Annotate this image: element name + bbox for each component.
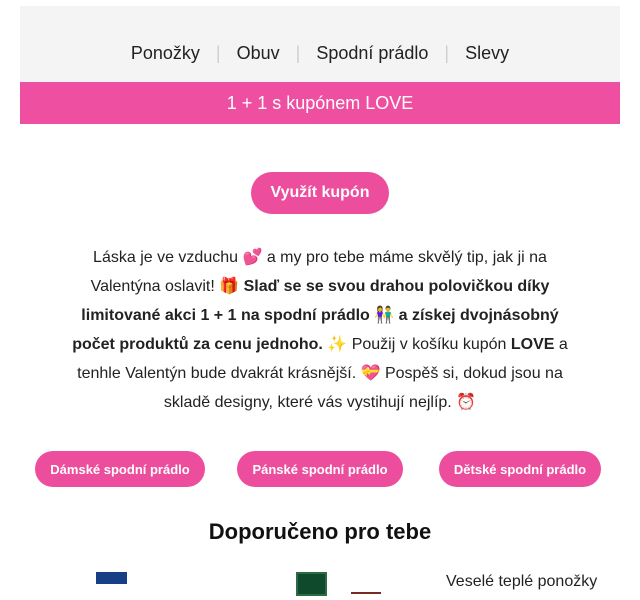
top-navigation <box>20 6 620 82</box>
nav-item-obuv[interactable]: Obuv <box>236 42 280 63</box>
promo-banner[interactable]: 1 + 1 s kupónem LOVE <box>20 82 620 124</box>
message-highlight: Slaď se se svou drahou polovičkou díky limitované akci 1 + 1 na spodní prádlo 👫 a získej dvojnásobný počet produktů za cenu jednoho. <box>72 278 559 353</box>
use-coupon-button[interactable]: Využít kupón <box>251 172 389 214</box>
message-coupon-hint: ✨ Použij v košíku kupón <box>322 336 511 353</box>
nav-links <box>131 43 509 64</box>
category-button-women[interactable]: Dámské spodní prádlo <box>35 451 205 487</box>
message-intro: Láska je ve vzduchu 💕 a my pro tebe máme skvělý tip, jak ji na Valentýna oslavit! 🎁 <box>90 249 547 295</box>
nav-separator: | <box>444 42 450 63</box>
category-button-kids[interactable]: Dětské spodní prádlo <box>439 451 601 487</box>
nav-separator: | <box>295 42 301 63</box>
nav-item-spodni-pradlo[interactable]: Spodní prádlo <box>316 42 429 63</box>
message-outro: a tenhle Valentýn bude dvakrát krásnější. 💝 Pospěš si, dokud jsou na skladě designy, které vás vystihují nejlíp. ⏰ <box>77 336 568 411</box>
coupon-code: LOVE <box>510 336 555 353</box>
product-title[interactable]: Veselé teplé ponožky <box>446 573 598 590</box>
category-button-men[interactable]: Pánské spodní prádlo <box>237 451 403 487</box>
recommended-heading: Doporučeno pro tebe <box>208 519 432 544</box>
valentine-message <box>62 243 578 417</box>
product-image-strip <box>351 592 381 594</box>
product-image-green[interactable] <box>296 572 327 596</box>
nav-item-ponozky[interactable]: Ponožky <box>130 42 200 63</box>
nav-separator: | <box>215 42 221 63</box>
product-image-blue[interactable] <box>96 572 127 584</box>
nav-item-slevy[interactable]: Slevy <box>465 42 510 63</box>
